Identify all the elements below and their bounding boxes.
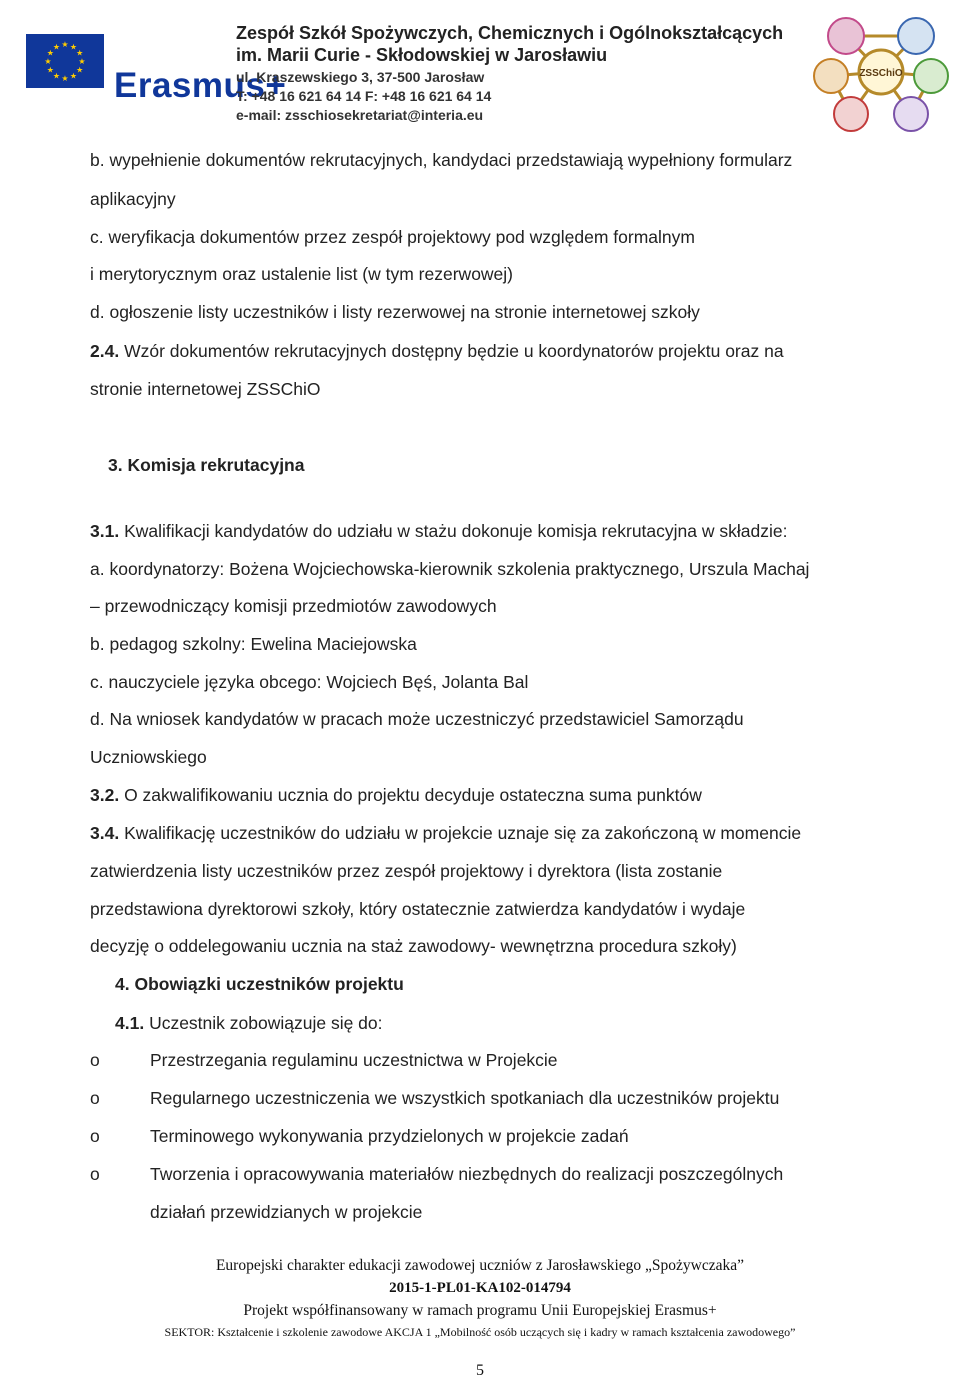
committee-item-c: c. nauczyciele języka obcego: Wojciech Bęś, Jolanta Bal xyxy=(90,672,529,692)
paragraph-3-1 xyxy=(90,520,787,542)
svg-text:★: ★ xyxy=(61,40,69,49)
svg-text:★: ★ xyxy=(76,65,84,75)
paragraph-text: Wzór dokumentów rekrutacyjnych dostępny będzie u koordynatorów projektu oraz na xyxy=(119,341,784,361)
school-info xyxy=(236,22,796,125)
obligation-item: Przestrzegania regulaminu uczestnictwa w Projekcie xyxy=(150,1050,558,1070)
crest-text: ZSSChiO xyxy=(859,68,903,79)
header-banner xyxy=(0,0,960,138)
committee-item-a: a. koordynatorzy: Bożena Wojciechowska-kierownik szkolenia praktycznego, Urszula Machaj xyxy=(90,559,810,579)
footer-sector-note: SEKTOR: Kształcenie i szkolenie zawodowe AKCJA 1 „Mobilność osób uczących się i kadry w ramach kształcenia zawodowego” xyxy=(164,1325,796,1339)
text-line-c-cont: i merytorycznym oraz ustalenie list (w tym rezerwowej) xyxy=(90,264,514,284)
text-line-b: b. wypełnienie dokumentów rekrutacyjnych, kandydaci przedstawiają wypełniony formularz xyxy=(90,150,793,170)
svg-text:★: ★ xyxy=(69,42,78,52)
paragraph-2-4-cont: stronie internetowej ZSSChiO xyxy=(90,379,321,399)
section-4-heading: 4. Obowiązki uczestników projektu xyxy=(115,974,404,994)
paragraph-3-4-cont-1: zatwierdzenia listy uczestników przez zespół projektowy i dyrektora (lista zostanie xyxy=(90,861,723,881)
school-crest-logo xyxy=(806,6,956,138)
svg-text:★: ★ xyxy=(69,71,78,81)
paragraph-3-2 xyxy=(90,784,702,806)
paragraph-number: 2.4. xyxy=(90,341,120,361)
bullet-marker: o xyxy=(90,1088,100,1108)
page-number: 5 xyxy=(476,1362,484,1379)
committee-item-d: d. Na wniosek kandydatów w pracach może uczestniczyć przedstawiciel Samorządu xyxy=(90,709,744,729)
school-name: Zespół Szkół Spożywczych, Chemicznych i Ogólnokształcących xyxy=(236,23,784,43)
text-line-c: c. weryfikacja dokumentów przez zespół projektowy pod względem formalnym xyxy=(90,227,695,247)
school-address: ul. Kraszewskiego 3, 37-500 Jarosław xyxy=(236,69,485,85)
svg-text:★: ★ xyxy=(52,42,61,52)
svg-text:★: ★ xyxy=(78,57,86,66)
svg-text:★: ★ xyxy=(46,65,54,75)
text-line-b-cont: aplikacyjny xyxy=(90,189,176,209)
obligation-item: Tworzenia i opracowywania materiałów niezbędnych do realizacji poszczególnych xyxy=(150,1164,784,1184)
eu-flag-logo xyxy=(26,34,104,88)
obligation-item: Terminowego wykonywania przydzielonych w projekcie zadań xyxy=(150,1126,629,1146)
school-phone-fax: T: +48 16 621 64 14 F: +48 16 621 64 14 xyxy=(236,88,492,104)
footer-funding-note: Projekt współfinansowany w ramach programu Unii Europejskiej Erasmus+ xyxy=(243,1302,717,1319)
paragraph-text: Kwalifikację uczestników do udziału w projekcie uznaje się za zakończoną w momencie xyxy=(119,823,802,843)
paragraph-text: Uczestnik zobowiązuje się do: xyxy=(144,1013,383,1033)
paragraph-2-4 xyxy=(90,340,784,362)
svg-text:★: ★ xyxy=(44,57,52,66)
paragraph-text: O zakwalifikowaniu ucznia do projektu decyduje ostateczna suma punktów xyxy=(119,785,702,805)
paragraph-3-4 xyxy=(90,822,801,844)
paragraph-text: Kwalifikacji kandydatów do udziału w stażu dokonuje komisja rekrutacyjna w składzie: xyxy=(119,521,788,541)
committee-item-a-cont: – przewodniczący komisji przedmiotów zawodowych xyxy=(90,596,497,616)
paragraph-3-4-cont-3: decyzję o oddelegowaniu ucznia na staż zawodowy- wewnętrzna procedura szkoły) xyxy=(90,936,737,956)
erasmus-logo-text: Erasmus+ xyxy=(114,66,287,105)
committee-item-b: b. pedagog szkolny: Ewelina Maciejowska xyxy=(90,634,417,654)
bullet-marker: o xyxy=(90,1126,100,1146)
paragraph-4-1 xyxy=(115,1012,383,1034)
paragraph-number: 3.4. xyxy=(90,823,120,843)
paragraph-number: 4.1. xyxy=(115,1013,145,1033)
svg-text:★: ★ xyxy=(46,48,54,58)
obligation-item: Regularnego uczestniczenia we wszystkich spotkaniach dla uczestników projektu xyxy=(150,1088,780,1108)
svg-text:★: ★ xyxy=(61,74,69,83)
footer-project-title: Europejski charakter edukacji zawodowej uczniów z Jarosławskiego „Spożywczaka” xyxy=(215,1257,745,1274)
text-line-d: d. ogłoszenie listy uczestników i listy rezerwowej na stronie internetowej szkoły xyxy=(90,302,700,322)
obligation-item-cont: działań przewidzianych w projekcie xyxy=(150,1202,423,1222)
footer-project-number: 2015-1-PL01-KA102-014794 xyxy=(389,1280,571,1296)
school-email: e-mail: zsschiosekretariat@interia.eu xyxy=(236,107,484,123)
section-3-heading: 3. Komisja rekrutacyjna xyxy=(108,455,305,475)
svg-text:★: ★ xyxy=(52,71,61,81)
paragraph-number: 3.2. xyxy=(90,785,120,805)
paragraph-number: 3.1. xyxy=(90,521,120,541)
bullet-marker: o xyxy=(90,1164,100,1184)
paragraph-3-4-cont-2: przedstawiona dyrektorowi szkoły, który ostatecznie zatwierdza kandydatów i wydaje xyxy=(90,899,746,919)
committee-item-d-cont: Uczniowskiego xyxy=(90,747,207,767)
school-patron: im. Marii Curie - Skłodowskiej w Jarosławiu xyxy=(236,45,608,65)
bullet-marker: o xyxy=(90,1050,100,1070)
svg-text:★: ★ xyxy=(76,48,84,58)
